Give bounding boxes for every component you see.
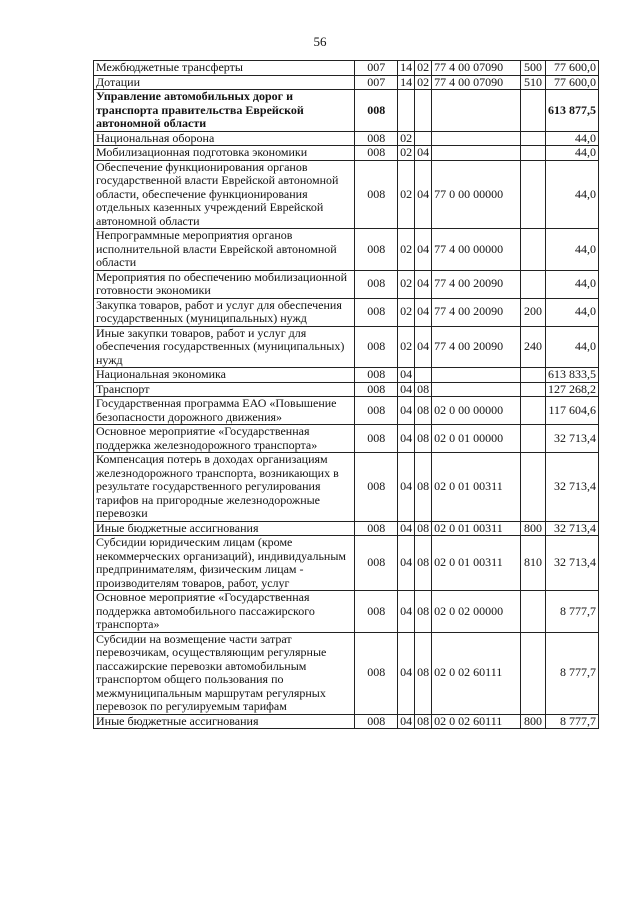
row-name-cell: Субсидии юридическим лицам (кроме некоммерческих организаций), индивидуальным предпринимателям, физическим лицам - производителям товаров, работ, услуг [94, 536, 355, 591]
row-subsection-cell: 04 [415, 229, 432, 271]
row-name-cell: Мероприятия по обеспечению мобилизационной готовности экономики [94, 270, 355, 298]
row-section-cell: 14 [398, 61, 415, 76]
row-ministry-code-cell: 008 [355, 146, 398, 161]
row-section-cell: 02 [398, 229, 415, 271]
row-subsection-cell: 02 [415, 75, 432, 90]
row-section-cell: 04 [398, 453, 415, 522]
row-subsection-cell: 08 [415, 425, 432, 453]
row-amount-cell: 44,0 [546, 160, 599, 229]
table-row [94, 75, 599, 90]
row-expense-type-cell: 800 [521, 521, 546, 536]
row-name-cell: Управление автомобильных дорог и транспорта правительства Еврейской автономной области [94, 90, 355, 132]
row-target-article-cell: 02 0 00 00000 [432, 397, 521, 425]
row-name-cell: Межбюджетные трансферты [94, 61, 355, 76]
row-section-cell: 02 [398, 131, 415, 146]
row-expense-type-cell: 800 [521, 714, 546, 729]
table-row [94, 425, 599, 453]
row-expense-type-cell [521, 270, 546, 298]
row-subsection-cell: 08 [415, 632, 432, 714]
row-target-article-cell: 02 0 01 00000 [432, 425, 521, 453]
row-subsection-cell: 08 [415, 382, 432, 397]
row-subsection-cell: 08 [415, 714, 432, 729]
row-ministry-code-cell: 008 [355, 229, 398, 271]
row-amount-cell: 8 777,7 [546, 591, 599, 633]
row-subsection-cell [415, 131, 432, 146]
row-amount-cell: 44,0 [546, 270, 599, 298]
row-amount-cell: 32 713,4 [546, 521, 599, 536]
row-expense-type-cell: 200 [521, 298, 546, 326]
table-row [94, 368, 599, 383]
row-ministry-code-cell: 007 [355, 75, 398, 90]
row-ministry-code-cell: 008 [355, 536, 398, 591]
row-expense-type-cell [521, 131, 546, 146]
row-amount-cell: 44,0 [546, 131, 599, 146]
row-ministry-code-cell: 008 [355, 632, 398, 714]
table-row [94, 453, 599, 522]
row-ministry-code-cell: 008 [355, 368, 398, 383]
row-amount-cell: 44,0 [546, 326, 599, 368]
table-row [94, 632, 599, 714]
row-amount-cell: 613 877,5 [546, 90, 599, 132]
row-name-cell: Основное мероприятие «Государственная поддержка автомобильного пассажирского транспорта» [94, 591, 355, 633]
row-target-article-cell: 02 0 01 00311 [432, 536, 521, 591]
row-amount-cell: 32 713,4 [546, 425, 599, 453]
table-row [94, 714, 599, 729]
row-ministry-code-cell: 008 [355, 521, 398, 536]
row-expense-type-cell [521, 632, 546, 714]
row-section-cell: 14 [398, 75, 415, 90]
row-section-cell: 04 [398, 382, 415, 397]
row-target-article-cell: 02 0 02 60111 [432, 714, 521, 729]
row-name-cell: Государственная программа ЕАО «Повышение безопасности дорожного движения» [94, 397, 355, 425]
row-section-cell [398, 90, 415, 132]
row-expense-type-cell [521, 453, 546, 522]
row-target-article-cell: 02 0 01 00311 [432, 453, 521, 522]
table-row [94, 61, 599, 76]
row-ministry-code-cell: 008 [355, 453, 398, 522]
row-section-cell: 04 [398, 536, 415, 591]
row-subsection-cell: 04 [415, 270, 432, 298]
row-section-cell: 04 [398, 521, 415, 536]
row-ministry-code-cell: 008 [355, 160, 398, 229]
row-amount-cell: 44,0 [546, 298, 599, 326]
row-name-cell: Обеспечение функционирования органов государственной власти Еврейской автономной области, обеспечение функционирования отдельных казенных учреждений Еврейской автономной области [94, 160, 355, 229]
table-row [94, 591, 599, 633]
row-subsection-cell: 08 [415, 453, 432, 522]
row-subsection-cell: 04 [415, 326, 432, 368]
row-section-cell: 04 [398, 368, 415, 383]
row-amount-cell: 127 268,2 [546, 382, 599, 397]
row-target-article-cell: 77 4 00 20090 [432, 270, 521, 298]
row-subsection-cell: 04 [415, 160, 432, 229]
row-ministry-code-cell: 008 [355, 425, 398, 453]
row-target-article-cell: 02 0 01 00311 [432, 521, 521, 536]
row-target-article-cell [432, 131, 521, 146]
row-subsection-cell: 08 [415, 591, 432, 633]
row-name-cell: Непрограммные мероприятия органов исполнительной власти Еврейской автономной области [94, 229, 355, 271]
row-target-article-cell: 77 4 00 20090 [432, 326, 521, 368]
row-target-article-cell: 77 4 00 00000 [432, 229, 521, 271]
row-name-cell: Закупка товаров, работ и услуг для обеспечения государственных (муниципальных) нужд [94, 298, 355, 326]
row-expense-type-cell [521, 425, 546, 453]
row-subsection-cell: 02 [415, 61, 432, 76]
row-name-cell: Национальная экономика [94, 368, 355, 383]
row-name-cell: Иные бюджетные ассигнования [94, 714, 355, 729]
table-row [94, 90, 599, 132]
row-subsection-cell: 08 [415, 536, 432, 591]
table-row [94, 382, 599, 397]
row-ministry-code-cell: 007 [355, 61, 398, 76]
row-target-article-cell [432, 90, 521, 132]
budget-table [93, 60, 599, 729]
row-subsection-cell: 04 [415, 298, 432, 326]
row-name-cell: Мобилизационная подготовка экономики [94, 146, 355, 161]
budget-table-body [94, 61, 599, 729]
row-section-cell: 04 [398, 591, 415, 633]
row-name-cell: Национальная оборона [94, 131, 355, 146]
row-target-article-cell [432, 146, 521, 161]
row-amount-cell: 44,0 [546, 229, 599, 271]
row-ministry-code-cell: 008 [355, 382, 398, 397]
row-amount-cell: 77 600,0 [546, 75, 599, 90]
row-expense-type-cell [521, 229, 546, 271]
row-target-article-cell [432, 382, 521, 397]
table-row [94, 536, 599, 591]
row-section-cell: 02 [398, 146, 415, 161]
row-expense-type-cell [521, 146, 546, 161]
row-subsection-cell: 08 [415, 397, 432, 425]
row-subsection-cell: 04 [415, 146, 432, 161]
row-section-cell: 02 [398, 160, 415, 229]
table-row [94, 229, 599, 271]
row-amount-cell: 32 713,4 [546, 536, 599, 591]
row-target-article-cell: 02 0 02 60111 [432, 632, 521, 714]
row-ministry-code-cell: 008 [355, 90, 398, 132]
table-row [94, 146, 599, 161]
row-ministry-code-cell: 008 [355, 270, 398, 298]
table-row [94, 270, 599, 298]
row-ministry-code-cell: 008 [355, 326, 398, 368]
row-ministry-code-cell: 008 [355, 397, 398, 425]
row-ministry-code-cell: 008 [355, 131, 398, 146]
row-subsection-cell [415, 368, 432, 383]
row-expense-type-cell: 240 [521, 326, 546, 368]
row-target-article-cell: 77 0 00 00000 [432, 160, 521, 229]
row-section-cell: 04 [398, 425, 415, 453]
row-name-cell: Иные закупки товаров, работ и услуг для обеспечения государственных (муниципальных) нужд [94, 326, 355, 368]
row-expense-type-cell: 500 [521, 61, 546, 76]
table-row [94, 160, 599, 229]
row-expense-type-cell: 810 [521, 536, 546, 591]
row-target-article-cell [432, 368, 521, 383]
row-section-cell: 04 [398, 714, 415, 729]
row-expense-type-cell [521, 591, 546, 633]
row-expense-type-cell [521, 90, 546, 132]
row-name-cell: Основное мероприятие «Государственная поддержка железнодорожного транспорта» [94, 425, 355, 453]
page-number: 56 [313, 34, 327, 49]
row-expense-type-cell: 510 [521, 75, 546, 90]
row-target-article-cell: 02 0 02 00000 [432, 591, 521, 633]
row-target-article-cell: 77 4 00 20090 [432, 298, 521, 326]
row-ministry-code-cell: 008 [355, 591, 398, 633]
table-row [94, 298, 599, 326]
table-row [94, 326, 599, 368]
row-amount-cell: 77 600,0 [546, 61, 599, 76]
row-target-article-cell: 77 4 00 07090 [432, 75, 521, 90]
row-section-cell: 04 [398, 632, 415, 714]
row-amount-cell: 44,0 [546, 146, 599, 161]
row-subsection-cell: 08 [415, 521, 432, 536]
row-section-cell: 02 [398, 298, 415, 326]
row-amount-cell: 117 604,6 [546, 397, 599, 425]
row-expense-type-cell [521, 382, 546, 397]
row-expense-type-cell [521, 368, 546, 383]
row-amount-cell: 613 833,5 [546, 368, 599, 383]
row-name-cell: Транспорт [94, 382, 355, 397]
row-expense-type-cell [521, 397, 546, 425]
row-section-cell: 04 [398, 397, 415, 425]
row-amount-cell: 8 777,7 [546, 714, 599, 729]
row-subsection-cell [415, 90, 432, 132]
row-ministry-code-cell: 008 [355, 714, 398, 729]
table-row [94, 397, 599, 425]
row-name-cell: Дотации [94, 75, 355, 90]
row-ministry-code-cell: 008 [355, 298, 398, 326]
row-name-cell: Иные бюджетные ассигнования [94, 521, 355, 536]
row-name-cell: Компенсация потерь в доходах организациям железнодорожного транспорта, возникающих в результате государственного регулирования тарифов на пригородные железнодорожные перевозки [94, 453, 355, 522]
row-amount-cell: 32 713,4 [546, 453, 599, 522]
row-amount-cell: 8 777,7 [546, 632, 599, 714]
row-name-cell: Субсидии на возмещение части затрат перевозчикам, осуществляющим регулярные пассажирские перевозки автомобильным транспортом общего пользования по межмуниципальным маршрутам регулярных перевозок по регулируемым тарифам [94, 632, 355, 714]
row-expense-type-cell [521, 160, 546, 229]
row-section-cell: 02 [398, 326, 415, 368]
table-row [94, 521, 599, 536]
table-row [94, 131, 599, 146]
row-target-article-cell: 77 4 00 07090 [432, 61, 521, 76]
row-section-cell: 02 [398, 270, 415, 298]
